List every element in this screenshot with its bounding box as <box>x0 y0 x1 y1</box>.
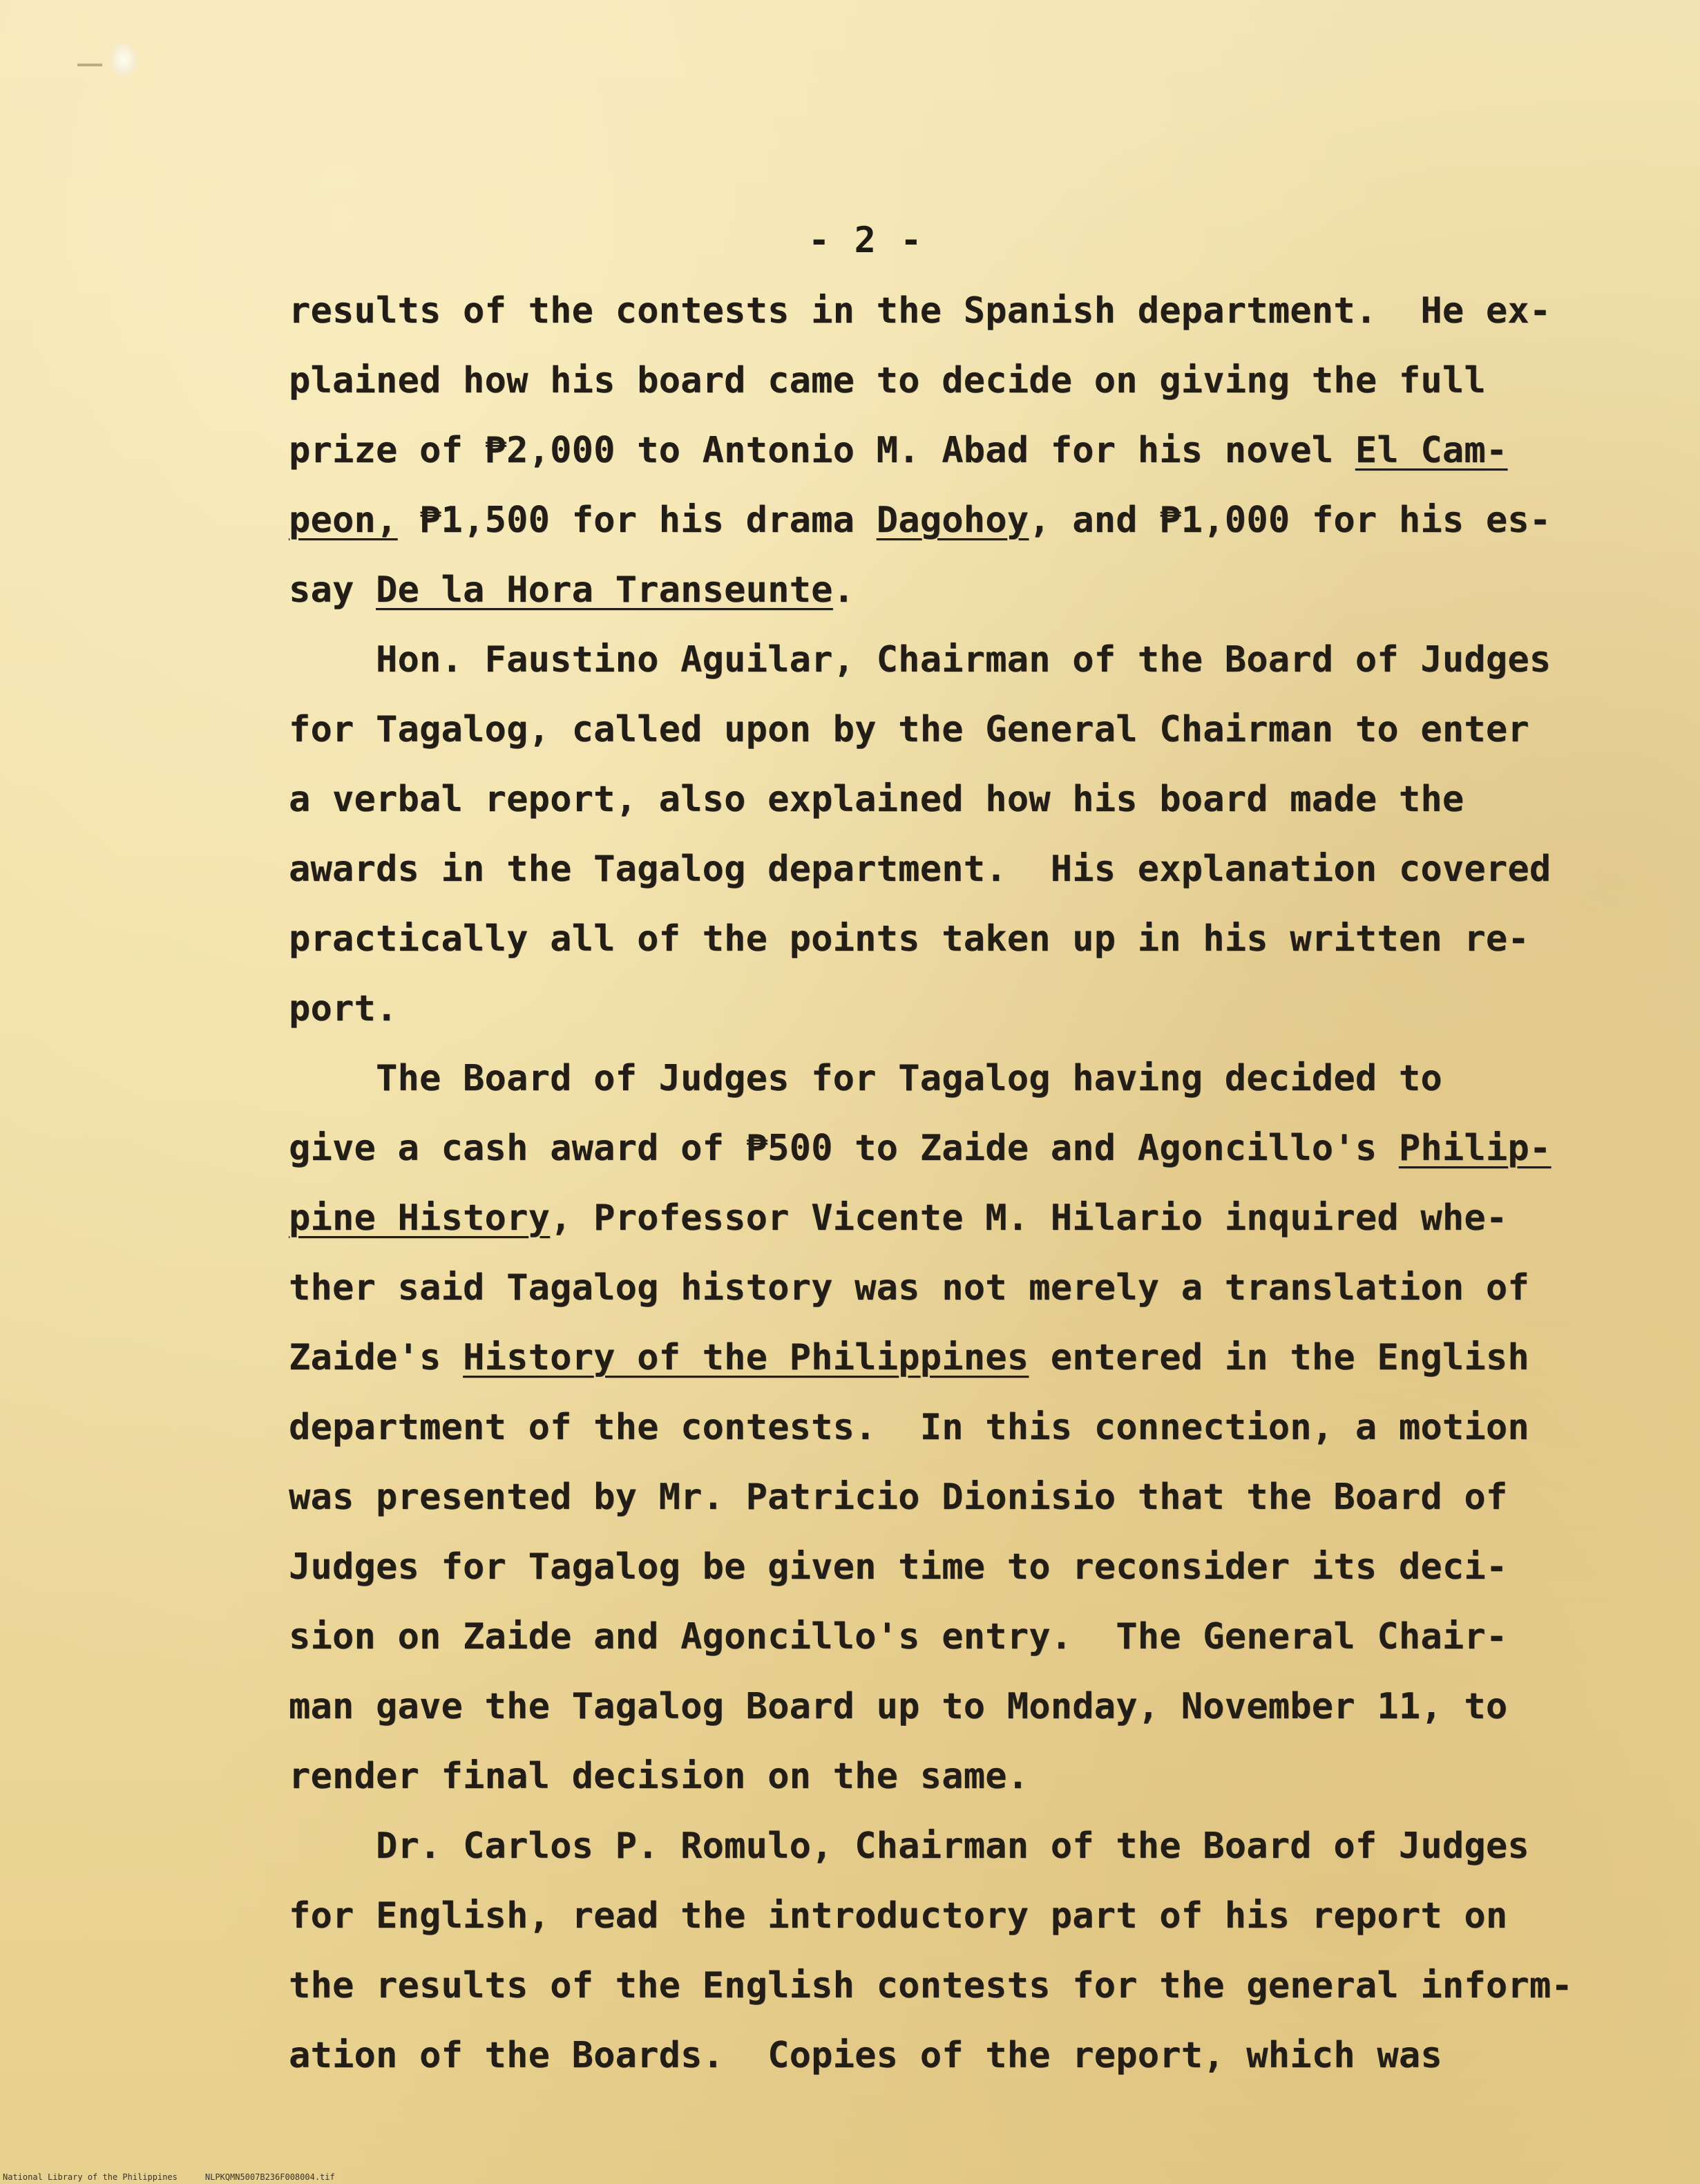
text-line <box>289 695 1553 765</box>
text-run: ation of the Boards. Copies of the report, which was <box>289 2035 1442 2076</box>
text-line <box>289 1881 1553 1951</box>
footer-source: National Library of the Philippines <box>3 2172 178 2182</box>
text-line <box>289 904 1553 974</box>
text-line <box>289 486 1553 556</box>
text-line <box>289 625 1553 695</box>
paper-scratch-mark <box>77 64 102 66</box>
text-run: Hon. Faustino Aguilar, Chairman of the Board of Judges <box>289 639 1551 681</box>
text-line <box>289 556 1553 625</box>
footer-file-id: NLPKQMN5007B236F008004.tif <box>204 2172 335 2182</box>
text-run: prize of ₱2,000 to Antonio M. Abad for his novel <box>289 430 1355 471</box>
text-line <box>289 1114 1553 1184</box>
text-run: awards in the Tagalog department. His explanation covered <box>289 848 1551 890</box>
text-line <box>289 1323 1553 1393</box>
underlined-title: Philip- <box>1398 1128 1551 1169</box>
underlined-title: El Cam- <box>1355 430 1508 471</box>
text-line <box>289 1602 1553 1672</box>
text-line <box>289 1812 1553 1881</box>
text-run: department of the contests. In this connection, a motion <box>289 1407 1529 1448</box>
text-run: port. <box>289 988 398 1029</box>
text-run: . <box>832 569 855 611</box>
text-run: , Professor Vicente M. Hilario inquired whe- <box>550 1197 1508 1239</box>
text-line <box>289 1463 1553 1532</box>
page-number: - 2 - <box>808 220 924 261</box>
text-run: entered in the English <box>1029 1337 1529 1378</box>
text-line <box>289 1253 1553 1323</box>
text-line <box>289 416 1553 486</box>
text-run: was presented by Mr. Patricio Dionisio that the Board of <box>289 1476 1508 1518</box>
text-line <box>289 1393 1553 1463</box>
body-text <box>289 276 1573 2091</box>
text-run: for English, read the introductory part of his report on <box>289 1895 1508 1937</box>
text-run: Judges for Tagalog be given time to reconsider its deci- <box>289 1546 1508 1588</box>
scan-footer <box>3 2172 363 2182</box>
text-run: practically all of the points taken up in his written re- <box>289 918 1529 960</box>
text-line <box>289 2021 1553 2091</box>
text-run: ₱1,500 for his drama <box>397 500 877 541</box>
text-run: Zaide's <box>289 1337 464 1378</box>
text-line <box>289 1742 1553 1812</box>
text-run: , and ₱1,000 for his es- <box>1029 500 1551 541</box>
underlined-title: History of the Philippines <box>463 1337 1029 1378</box>
text-run: plained how his board came to decide on giving the full <box>289 360 1486 401</box>
text-line <box>289 346 1553 416</box>
text-line <box>289 1672 1553 1742</box>
text-run: render final decision on the same. <box>289 1756 1029 1797</box>
underlined-title: peon, <box>289 500 398 541</box>
text-run: Dr. Carlos P. Romulo, Chairman of the Board of Judges <box>289 1825 1529 1867</box>
text-run: The Board of Judges for Tagalog having decided to <box>289 1058 1442 1099</box>
text-line <box>289 1951 1573 2021</box>
text-run: man gave the Tagalog Board up to Monday, November 11, to <box>289 1686 1508 1727</box>
text-line <box>289 765 1553 835</box>
text-line <box>289 1532 1553 1602</box>
text-line <box>289 276 1553 346</box>
text-run: ther said Tagalog history was not merely a translation of <box>289 1267 1529 1309</box>
text-line <box>289 835 1553 904</box>
text-run: the results of the English contests for the general inform- <box>289 1965 1573 2006</box>
text-line <box>289 1184 1553 1253</box>
text-run: sion on Zaide and Agoncillo's entry. The General Chair- <box>289 1616 1508 1658</box>
text-run: give a cash award of ₱500 to Zaide and Agoncillo's <box>289 1128 1399 1169</box>
text-line <box>289 974 1553 1044</box>
text-run: results of the contests in the Spanish department. He ex- <box>289 290 1551 332</box>
paper-hole-mark <box>111 43 137 76</box>
text-run: a verbal report, also explained how his board made the <box>289 779 1464 820</box>
underlined-title: Dagohoy <box>876 500 1029 541</box>
text-run: say <box>289 569 376 611</box>
text-line <box>289 1044 1553 1114</box>
underlined-title: pine History <box>289 1197 551 1239</box>
underlined-title: De la Hora Transeunte <box>376 569 833 611</box>
text-run: for Tagalog, called upon by the General Chairman to enter <box>289 709 1529 750</box>
